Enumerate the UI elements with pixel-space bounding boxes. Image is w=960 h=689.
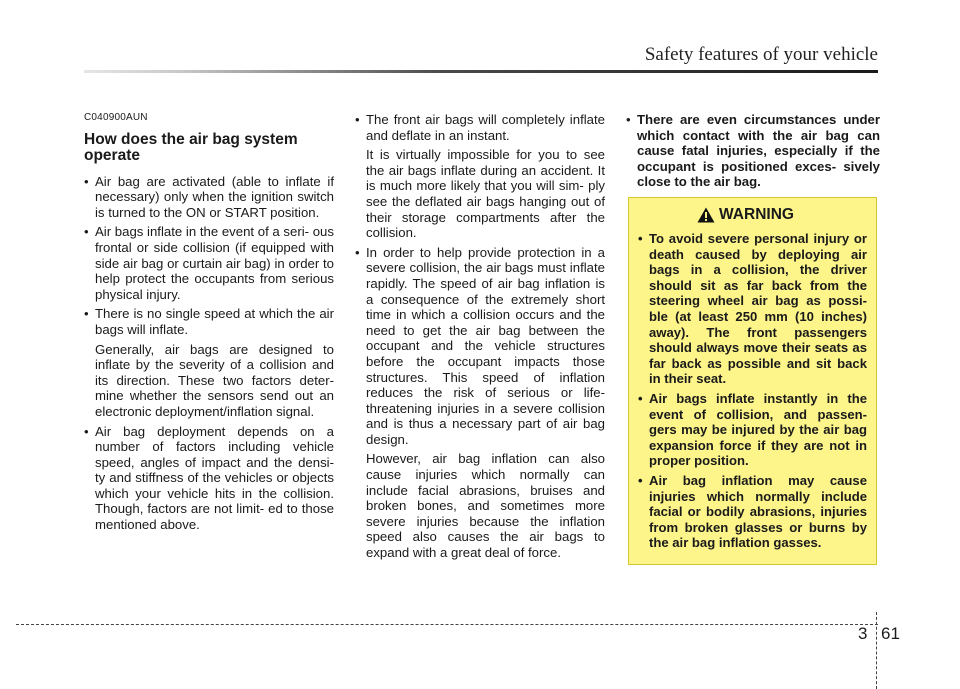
bullet-dot: • <box>84 306 89 322</box>
warning-item <box>638 473 867 551</box>
list-item-text: There are even circumstances under which contact with the air bag can cause fatal injuries, especially if the occupant is positioned exces- sively close to the air bag. <box>637 112 880 190</box>
warning-header <box>638 206 867 224</box>
section-code: C040900AUN <box>84 112 148 123</box>
footer-divider <box>876 612 877 689</box>
warning-item-text: Air bags inflate instantly in the event of collision, and passen- gers may be injured by the air bag expansion force if they are not in proper position. <box>649 390 867 469</box>
column-2 <box>355 112 605 565</box>
warning-item <box>638 391 867 469</box>
bullet-dot: • <box>84 224 89 240</box>
warning-item-text: To avoid severe personal injury or death caused by deploying air bags in a collision, the driver should sit as far back from the steering wheel air bag as possi- ble (at least 250 mm (10 inches) away). The front passengers should always move their seats as far back as possible and sit back in their seat. <box>649 231 867 387</box>
bullet-dot: • <box>84 173 89 189</box>
list-item-text: Air bag are activated (able to inflate if necessary) only when the ignition switch is turned to the ON or START position. <box>95 173 334 220</box>
bullet-dot: • <box>355 112 360 127</box>
list-item-text: There is no single speed at which the air bags will inflate. <box>95 306 334 337</box>
list-item <box>355 245 605 448</box>
paragraph: However, air bag inflation can also cause injuries which normally can include facial abrasions, bruises and broken bones, and sometimes more severe injuries because the inflation speed also causes the air bags to expand with a great deal of force. <box>366 451 605 561</box>
list-item-text: The front air bags will completely inflate and deflate in an instant. <box>366 112 605 143</box>
bullet-dot: • <box>638 472 643 488</box>
chapter-number: 3 <box>858 624 868 643</box>
warning-title: WARNING <box>719 206 794 223</box>
list-item <box>84 306 334 337</box>
bullet-dot: • <box>638 390 643 406</box>
section-heading: How does the air bag system operate <box>84 130 298 165</box>
list-item <box>355 112 605 143</box>
bullet-dot: • <box>355 244 360 260</box>
column-1 <box>84 106 334 537</box>
page-number: 61 <box>881 624 900 643</box>
paragraph: It is virtually impossible for you to see the air bags inflate during an accident. It is much more likely that you will sim- ply see the deflated air bags hanging out of their storage compartments after the collision. <box>366 147 605 241</box>
list-item <box>84 224 334 302</box>
bullet-dot: • <box>84 423 89 439</box>
column-3 <box>626 112 880 194</box>
bullet-dot: • <box>638 231 643 246</box>
header-rule <box>84 70 878 73</box>
list-item-text: Air bag deployment depends on a number of factors including vehicle speed, angles of impact and the densi- ty and stiffness of the vehicles or objects which your vehicle hits in the collision. Though, factors are not limit- ed to those mentioned above. <box>95 423 334 533</box>
list-item <box>84 174 334 221</box>
warning-item-text: Air bag inflation may cause injuries which normally include facial or bodily abrasions, injuries from broken glasses or burns by the air bag inflation gasses. <box>649 472 867 551</box>
paragraph: Generally, air bags are designed to inflate by the severity of a collision and its direction. These two factors deter- mine whether the sensors send out an electronic deployment/inflation signal. <box>95 341 334 419</box>
warning-item <box>638 231 867 387</box>
warning-box <box>628 197 877 565</box>
page-header-title: Safety features of your vehicle <box>644 44 878 65</box>
list-item <box>84 424 334 533</box>
warning-triangle-icon <box>697 207 715 223</box>
list-item <box>626 112 880 190</box>
bullet-dot: • <box>626 112 631 127</box>
list-item-text: In order to help provide protection in a severe collision, the air bags must inflate rapidly. The speed of air bag inflation is a consequence of the extremely short time in which a collision occurs and the need to get the air bag between the occupant and the vehicle structures before the occupant impacts those structures. This speed of inflation reduces the risk of serious or life- threatening injuries in a severe collision and is thus a necessary part of air bag design. <box>366 244 605 447</box>
footer-rule <box>16 624 878 625</box>
list-item-text: Air bags inflate in the event of a seri- ous frontal or side collision (if equipped with side air bag or curtain air bag) in order to help protect the occupants from serious physical injury. <box>95 224 334 302</box>
